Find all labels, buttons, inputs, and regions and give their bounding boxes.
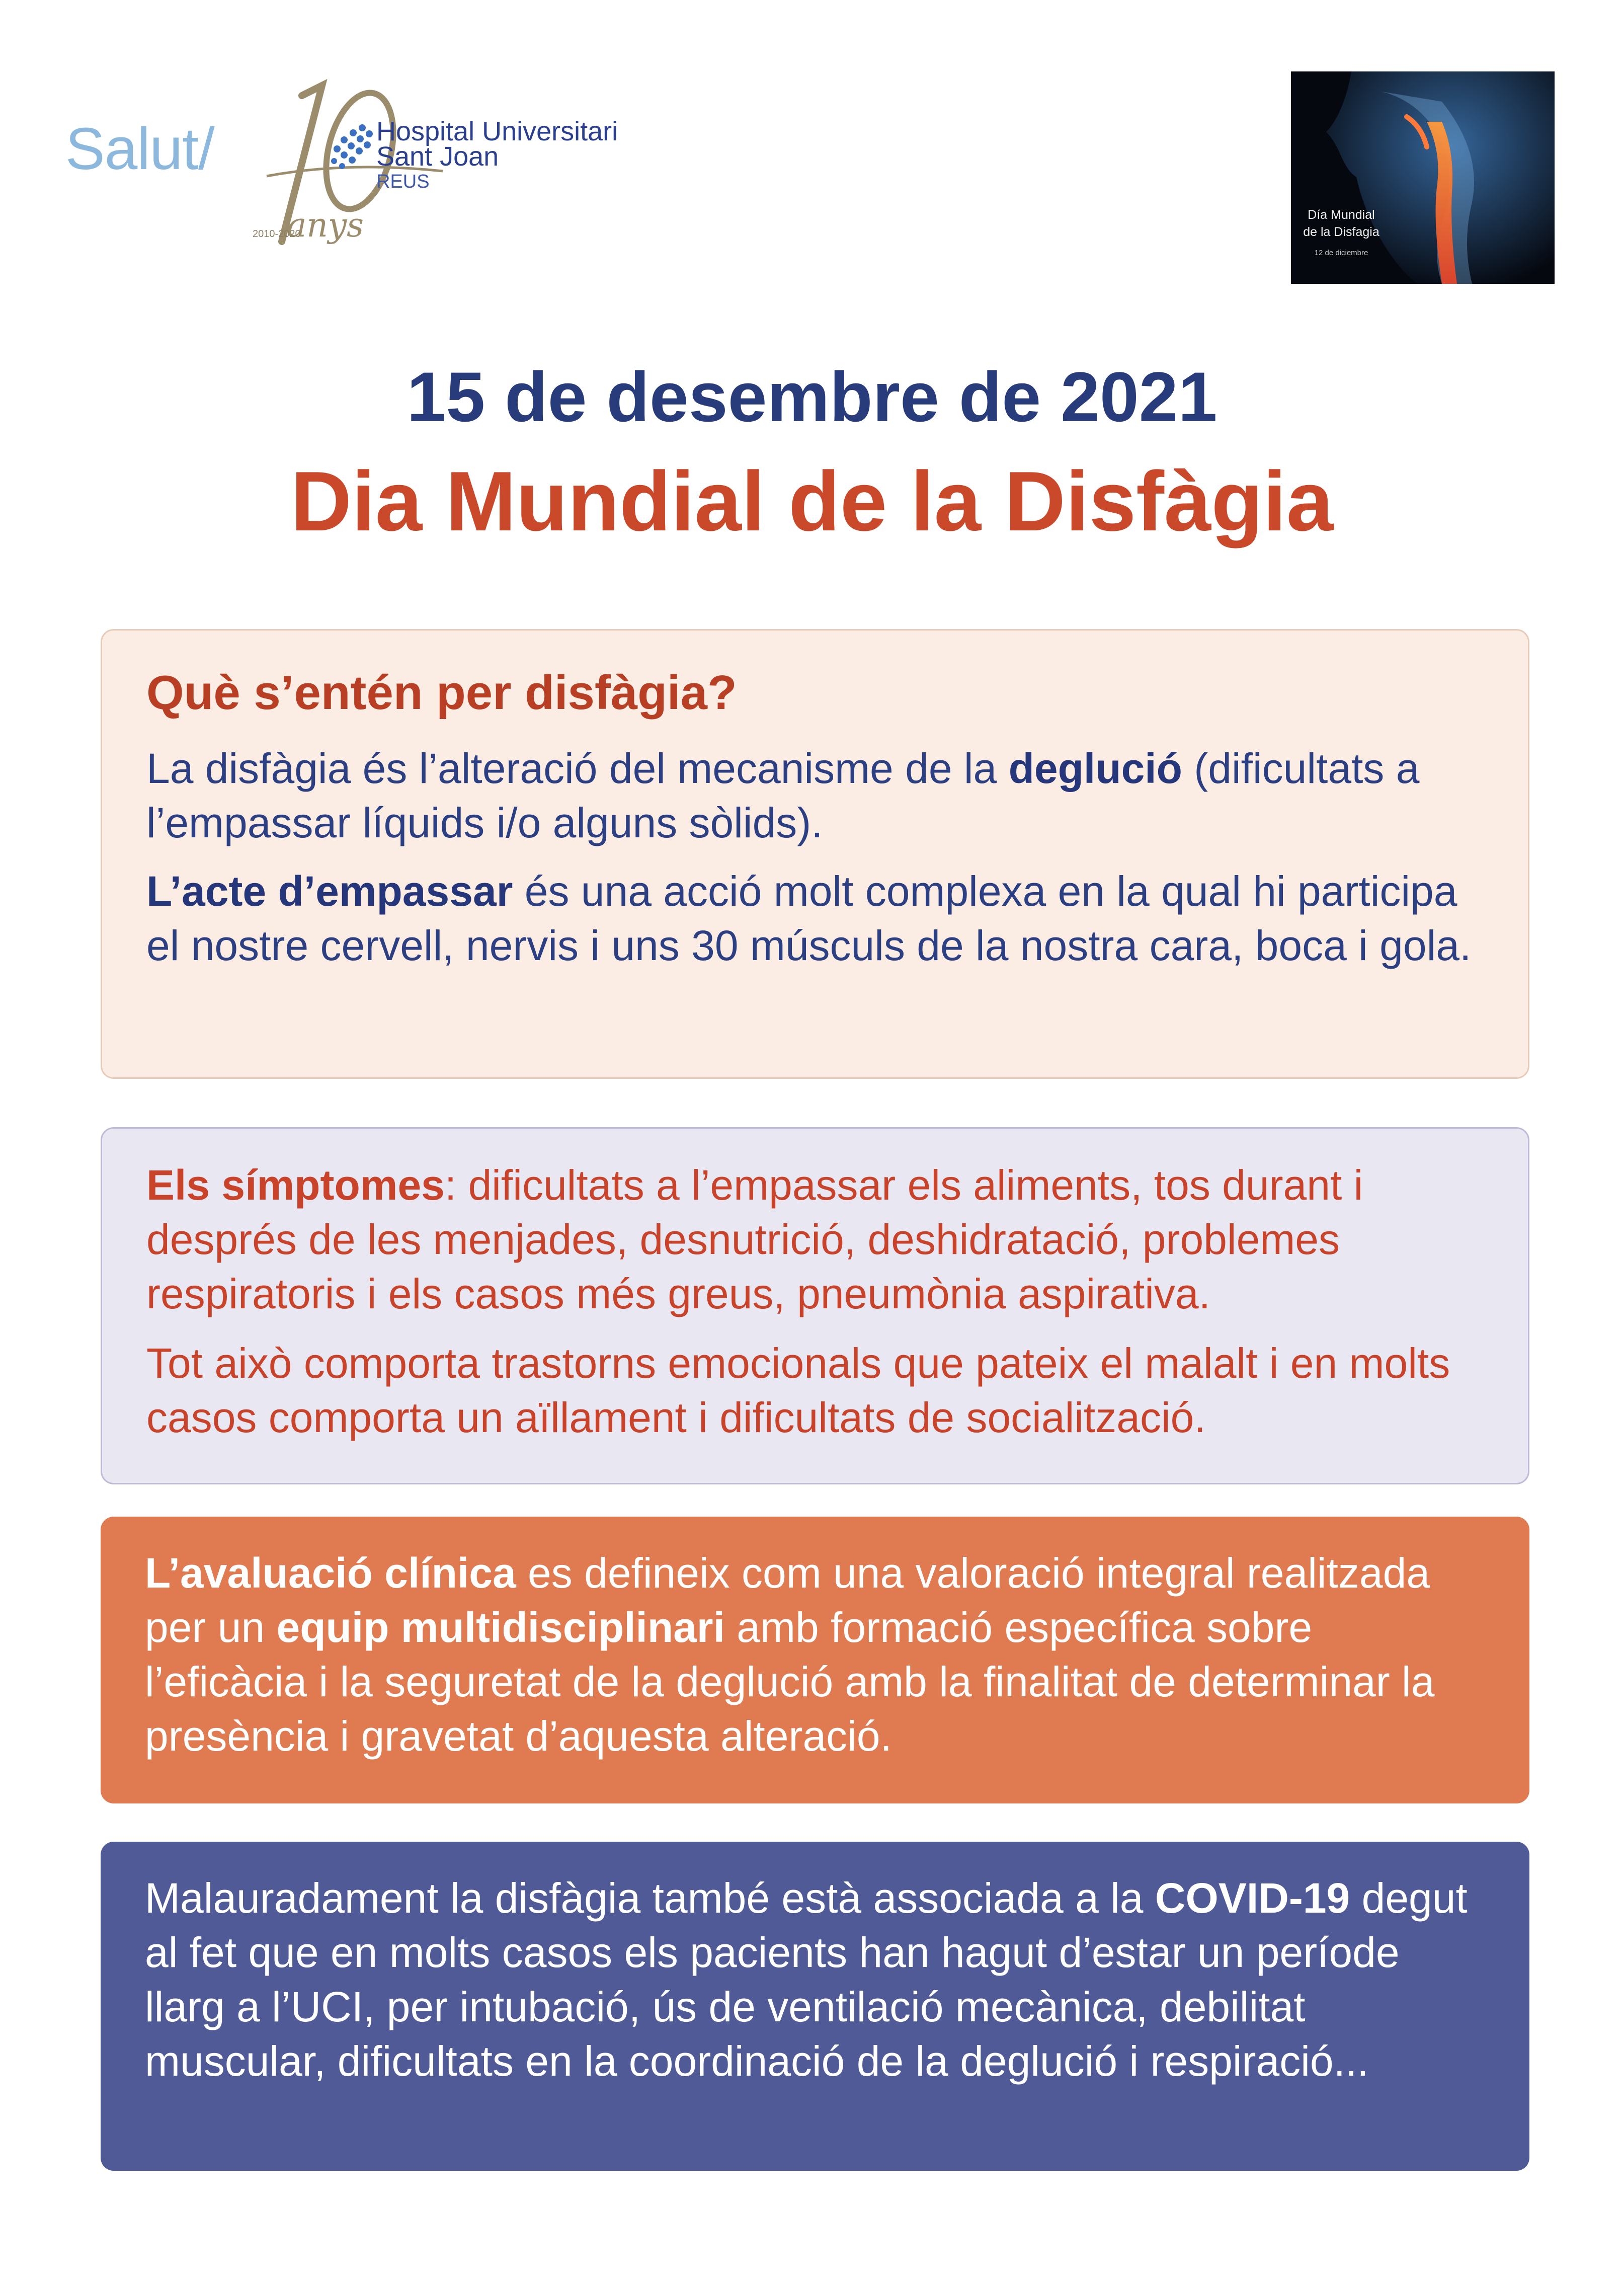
hospital-logo [65, 75, 669, 257]
hospital-name-line2: Sant Joan [376, 141, 499, 172]
evaluation-text-2: amb formació específica sobre l’eficàcia i la seguretat de la deglució amb la finalitat de determinar la presència i gravetat d’aquesta alteració. [145, 1604, 1435, 1760]
image-caption-line2: de la Disfagia [1303, 225, 1379, 239]
symptoms-box [101, 1127, 1529, 1484]
anys-script [282, 211, 453, 252]
covid-bold: COVID-19 [1155, 1874, 1350, 1922]
page-title: Dia Mundial de la Disfàgia [290, 454, 1334, 548]
definition-box [101, 629, 1529, 1079]
evaluation-text-1: es defineix com una valoració integral realitzada per un [145, 1549, 1430, 1651]
evaluation-box [101, 1517, 1529, 1803]
hospital-name [376, 116, 618, 194]
hospital-dots-icon [327, 122, 375, 170]
covid-text-1: Malauradament la disfàgia també està associada a la [145, 1874, 1155, 1922]
covid-paragraph [145, 1871, 1485, 2088]
hospital-name-line1: Hospital Universitari [376, 116, 618, 146]
definition-paragraph-2 [146, 864, 1484, 973]
evaluation-bold-1: L’avaluació clínica [145, 1549, 516, 1597]
definition-p2-text: és una acció molt complexa en la qual hi participa el nostre cervell, nervis i uns 30 músculs de la nostra cara, boca i gola. [146, 868, 1472, 969]
event-date: 15 de desembre de 2021 [407, 357, 1217, 436]
years-range: 2010-2020 [253, 228, 301, 240]
symptoms-p1-bold: Els símptomes [146, 1161, 445, 1209]
definition-p1-text-after: (dificultats a l’empassar líquids i/o alguns sòlids). [146, 745, 1420, 846]
hospital-city: REUS [376, 171, 430, 192]
covid-box [101, 1842, 1529, 2171]
symptoms-p1-text: : dificultats a l’empassar els aliments, tos durant i després de les menjades, desnutrició, deshidratació, problemes respiratoris i els casos més greus, pneumònia aspirativa. [146, 1161, 1363, 1317]
definition-p1-text: La disfàgia és l’alteració del mecanisme de la [146, 745, 1009, 792]
anys-word: anys [287, 211, 364, 245]
covid-text-2: degut al fet que en molts casos els pacients han hagut d’estar un període llarg a l’UCI, per intubació, ús de ventilació mecànica, debilitat muscular, dificultats en la coordinació de la deglució i respiració... [145, 1874, 1468, 2085]
evaluation-paragraph [145, 1546, 1485, 1763]
image-caption [1291, 206, 1392, 262]
throat-anatomy-image [1291, 71, 1555, 284]
symptoms-paragraph-2: Tot això comporta trastorns emocionals que pateix el malalt i en molts casos comporta un aïllament i dificultats de socialització. [146, 1340, 1450, 1441]
symptoms-paragraph-1 [146, 1158, 1484, 1321]
definition-p2-bold: L’acte d’empassar [146, 868, 513, 915]
definition-p1-bold: deglució [1008, 745, 1182, 792]
image-caption-date: 12 de diciembre [1314, 249, 1368, 257]
definition-paragraph-1 [146, 741, 1484, 850]
evaluation-bold-2: equip multidisciplinari [276, 1604, 725, 1651]
definition-heading: Què s’entén per disfàgia? [146, 666, 737, 720]
image-caption-line1: Día Mundial [1308, 208, 1375, 222]
salut-logo-text: Salut/ [65, 116, 214, 182]
